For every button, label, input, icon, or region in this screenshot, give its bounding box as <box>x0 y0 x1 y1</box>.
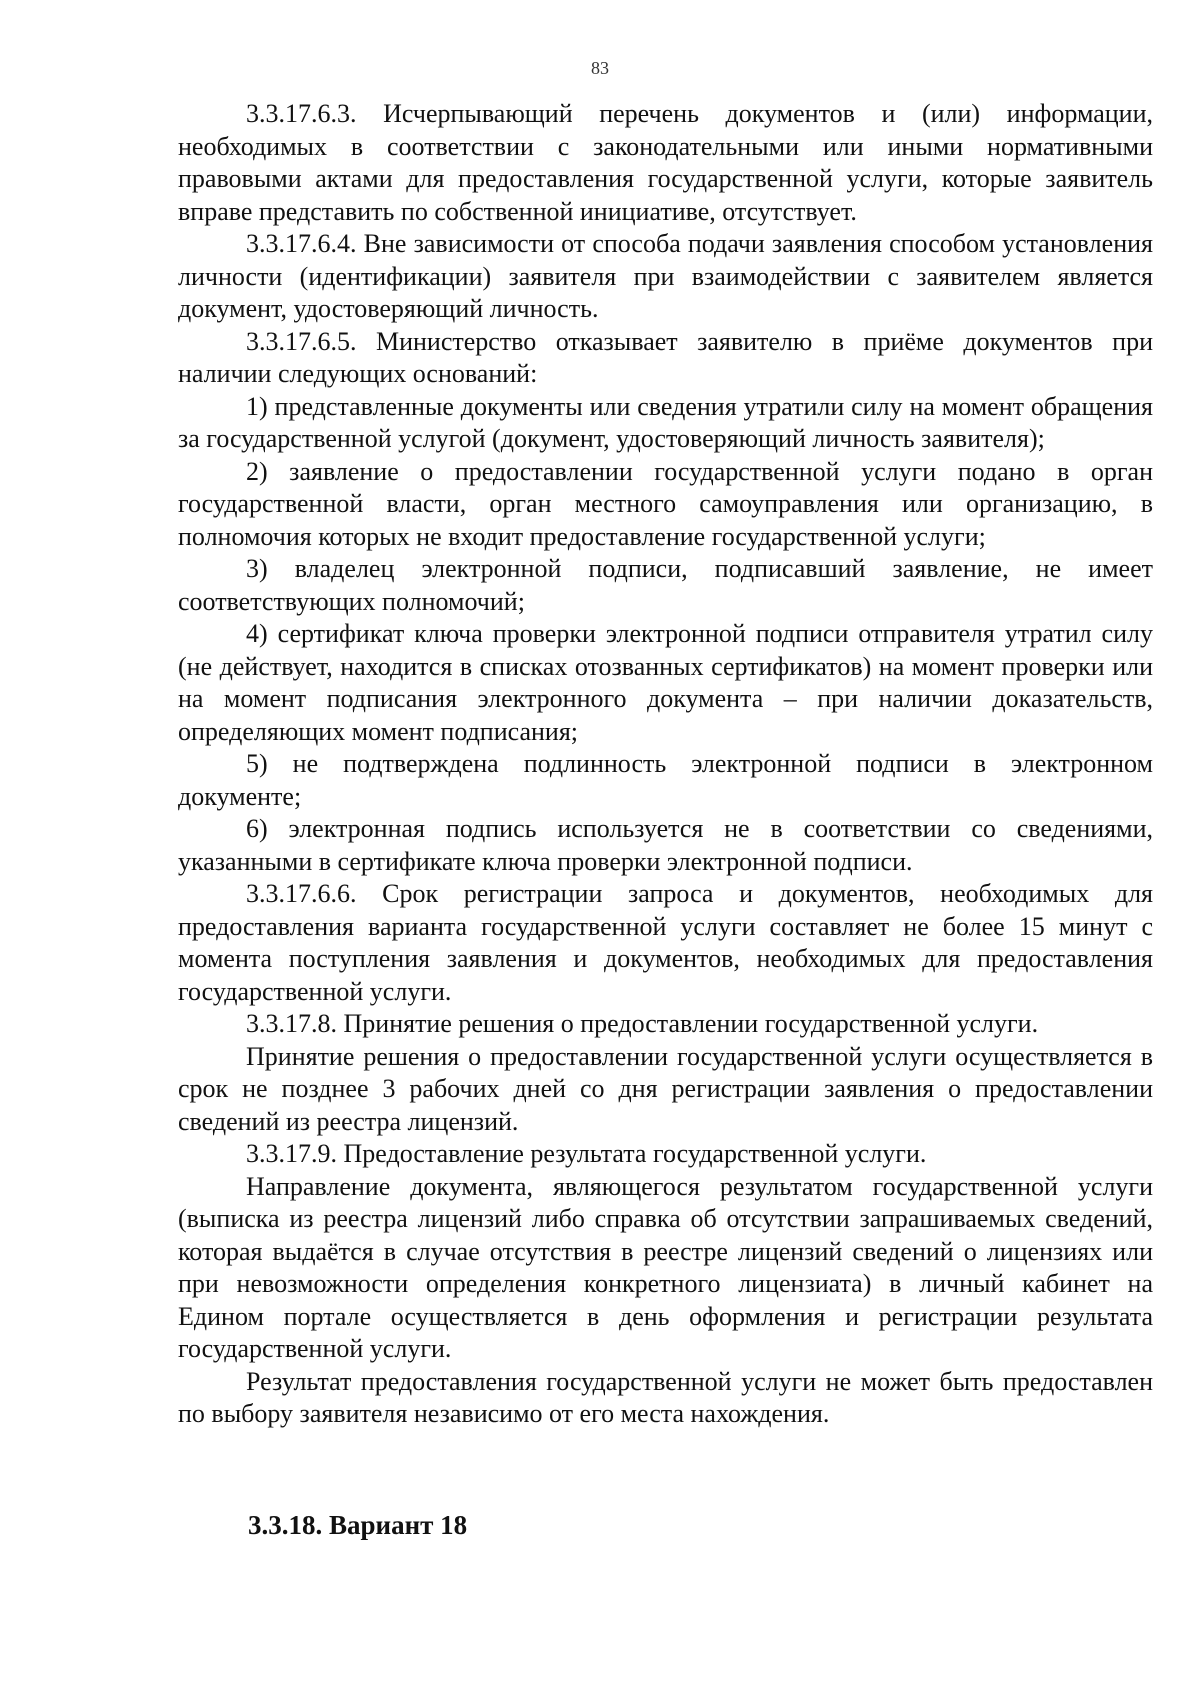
paragraph: Направление документа, являющегося результатом государственной услуги (выписка из реестра лицензий либо справка об отсутствии запрашиваемых сведений, которая выдаётся в случае отсутствия в реестре лицензий сведений о лицензиях или при невозможности определения конкретного лицензиата) в личный кабинет на Едином портале осуществляется в день оформления и регистрации результата государственной услуги. <box>178 1171 1153 1363</box>
paragraph: 3.3.17.6.3. Исчерпывающий перечень документов и (или) информации, необходимых в соответствии с законодательными или иными нормативными правовыми актами для предоставления государственной услуги, которые заявитель вправе представить по собственной инициативе, отсутствует. <box>178 99 1153 226</box>
list-item: 5) не подтверждена подлинность электронной подписи в электронном документе; <box>178 749 1153 811</box>
list-item: 1) представленные документы или сведения утратили силу на момент обращения за государственной услугой (документ, удостоверяющий личность заявителя); <box>178 391 1153 453</box>
paragraph: 3.3.17.8. Принятие решения о предоставлении государственной услуги. <box>246 1009 1039 1038</box>
section-heading: 3.3.18. Вариант 18 <box>248 1510 468 1540</box>
paragraph: 3.3.17.6.4. Вне зависимости от способа подачи заявления способом установления личности (идентификации) заявителя при взаимодействии с заявителем является документ, удостоверяющий личность. <box>178 229 1153 323</box>
list-item: 3) владелец электронной подписи, подписавший заявление, не имеет соответствующих полномочий; <box>178 554 1153 616</box>
paragraph: Результат предоставления государственной услуги не может быть предоставлен по выбору заявителя независимо от его места нахождения. <box>178 1366 1153 1428</box>
paragraph: 3.3.17.6.5. Министерство отказывает заявителю в приёме документов при наличии следующих оснований: <box>178 326 1153 388</box>
paragraph: Принятие решения о предоставлении государственной услуги осуществляется в срок не позднее 3 рабочих дней со дня регистрации заявления о предоставлении сведений из реестра лицензий. <box>178 1041 1153 1136</box>
document-body <box>178 98 1153 1431</box>
list-item: 4) сертификат ключа проверки электронной подписи отправителя утратил силу (не действует, находится в списках отозванных сертификатов) на момент проверки или на момент подписания электронного документа – при наличии доказательств, определяющих момент подписания; <box>178 619 1153 746</box>
list-item: 6) электронная подпись используется не в соответствии со сведениями, указанными в сертификате ключа проверки электронной подписи. <box>178 814 1153 876</box>
paragraph: 3.3.17.9. Предоставление результата государственной услуги. <box>246 1139 927 1168</box>
paragraph: 3.3.17.6.6. Срок регистрации запроса и документов, необходимых для предоставления варианта государственной услуги составляет не более 15 минут с момента поступления заявления и документов, необходимых для предоставления государственной услуги. <box>178 879 1153 1006</box>
list-item: 2) заявление о предоставлении государственной услуги подано в орган государственной власти, орган местного самоуправления или организацию, в полномочия которых не входит предоставление государственной услуги; <box>178 456 1153 551</box>
page-number: 83 <box>591 58 609 78</box>
